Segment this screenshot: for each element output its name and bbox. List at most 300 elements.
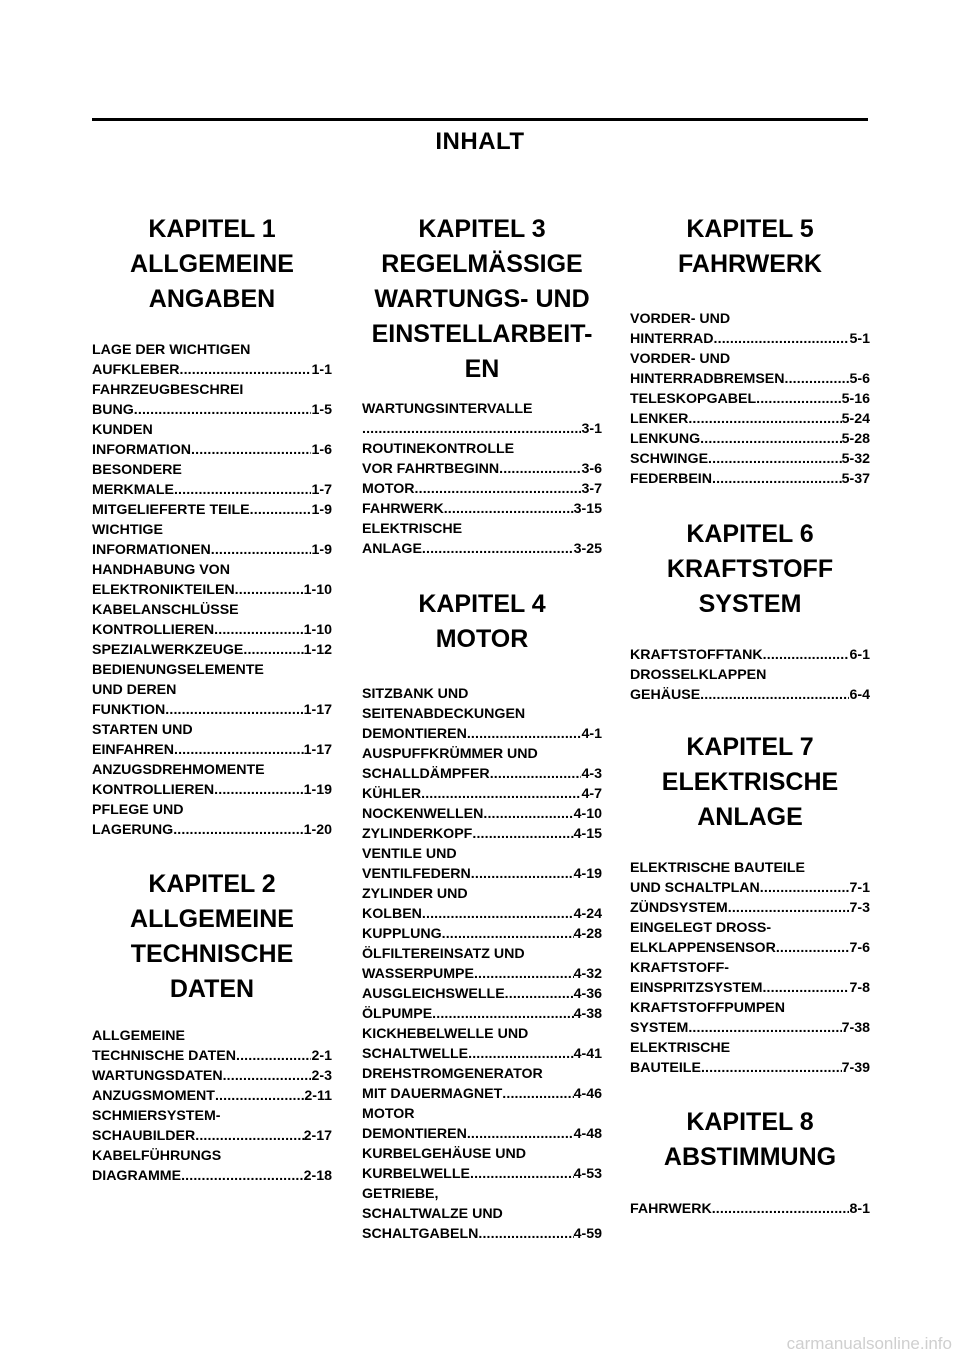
toc-entry-line [92, 740, 332, 760]
toc-entry-text: LAGE DER WICHTIGEN [92, 342, 251, 358]
toc-entry-text: GETRIEBE, [362, 1186, 439, 1202]
chapter-heading-line: ANLAGE [697, 803, 803, 831]
toc-page-number: 7-8 [849, 980, 870, 996]
toc-page-number: 4-46 [573, 1086, 602, 1102]
chapter-8-heading [630, 1105, 870, 1175]
toc-entry[interactable] [362, 684, 602, 744]
toc-entry[interactable] [630, 309, 870, 349]
toc-entry[interactable] [92, 720, 332, 760]
toc-entry-text: KURBELGEHÄUSE UND [362, 1146, 526, 1162]
toc-page-number: 1-9 [311, 502, 332, 518]
toc-page-number: 3-1 [581, 421, 602, 437]
toc-entry-line [630, 878, 870, 898]
toc-entry[interactable] [362, 984, 602, 1004]
toc-entry-line [630, 329, 870, 349]
toc-entry-text: SCHAUBILDER [92, 1128, 196, 1144]
toc-entry-text: FAHRWERK [362, 501, 444, 517]
toc-entry-line [362, 864, 602, 884]
toc-entry-line [92, 640, 332, 660]
toc-entry-text: VORDER- UND [630, 351, 731, 367]
toc-entry-text: ELEKTRISCHE [630, 1040, 731, 1056]
dot-leader [472, 824, 573, 844]
toc-entry-line [630, 449, 870, 469]
toc-page-number: 4-3 [581, 766, 602, 782]
toc-entry[interactable] [362, 1024, 602, 1064]
toc-entry-text: ZYLINDERKOPF [362, 826, 473, 842]
chapter-heading-line: DATEN [169, 975, 255, 1003]
toc-entry-line [630, 429, 870, 449]
toc-entry-line [92, 540, 332, 560]
toc-entry-text: HINTERRAD [630, 331, 714, 347]
toc-entry[interactable] [92, 520, 332, 560]
toc-entry-text: AUSGLEICHSWELLE [362, 986, 505, 1002]
chapter-4-heading [362, 587, 602, 657]
toc-entry-text: UND SCHALTPLAN [630, 880, 760, 896]
toc-entry-text: EINSPRITZSYSTEM [630, 980, 763, 996]
toc-entry-line [362, 884, 602, 904]
chapter-heading-line: KAPITEL 2 [148, 870, 276, 898]
toc-entry[interactable] [630, 858, 870, 898]
toc-entry-text: KOLBEN [362, 906, 422, 922]
toc-entry-line [362, 904, 602, 924]
dot-leader [478, 1224, 573, 1244]
dot-leader [467, 724, 582, 744]
toc-entry[interactable] [362, 399, 602, 439]
chapter-5-entries [630, 309, 870, 489]
toc-entry-line [362, 844, 602, 864]
chapter-heading-line: SYSTEM [698, 590, 802, 618]
dot-leader [181, 1166, 304, 1186]
toc-page-number: 4-1 [581, 726, 602, 742]
toc-entry-text: SCHALLDÄMPFER [362, 766, 490, 782]
chapter-heading-line: WARTUNGS- UND [374, 285, 590, 313]
toc-entry-text: VENTILE UND [362, 846, 457, 862]
toc-page-number: 8-1 [849, 1201, 870, 1217]
toc-entry[interactable] [92, 600, 332, 640]
toc-entry-line [630, 469, 870, 489]
toc-entry-line [362, 724, 602, 744]
toc-entry[interactable] [92, 560, 332, 600]
toc-entry-line [362, 1184, 602, 1204]
chapter-6-heading [630, 517, 870, 622]
toc-entry-text: FAHRZEUGBESCHREI [92, 382, 244, 398]
toc-entry[interactable] [630, 349, 870, 389]
toc-entry[interactable] [362, 519, 602, 559]
toc-entry-text: KÜHLER [362, 786, 422, 802]
chapter-1-heading [92, 212, 332, 317]
toc-entry-text: KUNDEN [92, 422, 153, 438]
toc-entry-text: KRAFTSTOFFTANK [630, 647, 763, 663]
dot-leader [763, 645, 850, 665]
toc-entry-text: SCHMIERSYSTEM- [92, 1108, 221, 1124]
toc-entry-line [362, 924, 602, 944]
toc-page-number: 1-6 [311, 442, 332, 458]
dot-leader [700, 685, 849, 705]
dot-leader [422, 539, 574, 559]
toc-entry[interactable] [362, 499, 602, 519]
toc-entry-text: VOR FAHRTBEGINN [362, 461, 500, 477]
toc-entry[interactable] [92, 800, 332, 840]
toc-page-number: 7-3 [849, 900, 870, 916]
toc-entry-text: ANZUGSDREHMOMENTE [92, 762, 265, 778]
dot-leader [505, 984, 574, 1004]
toc-entry-line [362, 1004, 602, 1024]
toc-entry-line [92, 420, 332, 440]
toc-entry-line [92, 360, 332, 380]
toc-entry-line [92, 340, 332, 360]
toc-entry-line [362, 964, 602, 984]
toc-entry[interactable] [92, 1026, 332, 1066]
toc-entry-text: DEMONTIEREN [362, 726, 467, 742]
chapter-7-heading [630, 730, 870, 835]
chapter-heading-line: ABSTIMMUNG [663, 1143, 837, 1171]
toc-page-number: 1-10 [303, 622, 332, 638]
toc-page-number: 1-19 [303, 782, 332, 798]
dot-leader [250, 500, 312, 520]
toc-page-number: 5-24 [841, 411, 870, 427]
page-title: INHALT [435, 128, 525, 155]
toc-page-number: 3-7 [581, 481, 602, 497]
toc-entry-line [92, 620, 332, 640]
dot-leader [442, 924, 574, 944]
toc-entry-text: FUNKTION [92, 702, 166, 718]
dot-leader [785, 369, 850, 389]
dot-leader [165, 700, 303, 720]
toc-entry-text: ZYLINDER UND [362, 886, 468, 902]
watermark: carmanualsonline.info [786, 1334, 952, 1353]
dot-leader [223, 1066, 312, 1086]
toc-entry[interactable] [362, 1064, 602, 1104]
toc-entry[interactable] [630, 1038, 870, 1078]
toc-entry-text: ELEKTRISCHE BAUTEILE [630, 860, 805, 876]
toc-entry-text: DIAGRAMME [92, 1168, 182, 1184]
toc-page-number: 1-17 [303, 742, 332, 758]
chapter-heading-line: FAHRWERK [678, 250, 822, 278]
toc-entry-line [362, 1044, 602, 1064]
toc-entry-line [362, 1144, 602, 1164]
toc-page-number: 1-1 [311, 362, 332, 378]
dot-leader [760, 878, 850, 898]
dot-leader [728, 898, 850, 918]
toc-entry-text: STARTEN UND [92, 722, 193, 738]
toc-entry-line [92, 720, 332, 740]
dot-leader [700, 429, 841, 449]
toc-entry-text: ÖLFILTEREINSATZ UND [362, 946, 525, 962]
toc-entry-text: WICHTIGE [92, 522, 163, 538]
toc-entry-line [92, 520, 332, 540]
toc-entry-text: KABELFÜHRUNGS [92, 1148, 222, 1164]
chapter-heading-line: ELEKTRISCHE [661, 768, 839, 796]
toc-entry-text: NOCKENWELLEN [362, 806, 484, 822]
toc-entry-line [92, 500, 332, 520]
toc-entry[interactable] [630, 665, 870, 705]
toc-page-number: 7-6 [849, 940, 870, 956]
toc-entry-text: TECHNISCHE DATEN [92, 1048, 236, 1064]
toc-entry-text: SCHALTWALZE UND [362, 1206, 503, 1222]
dot-leader [134, 400, 312, 420]
chapter-heading-line: KAPITEL 8 [686, 1108, 814, 1136]
toc-page-number: 2-3 [311, 1068, 332, 1084]
toc-entry-text: SPEZIALWERKZEUGE [92, 642, 244, 658]
toc-entry-text: ZÜNDSYSTEM [630, 900, 728, 916]
dot-leader [470, 1164, 574, 1184]
toc-entry[interactable] [630, 469, 870, 489]
dot-leader [776, 938, 850, 958]
toc-page-number: 4-24 [573, 906, 602, 922]
dot-leader [756, 389, 841, 409]
chapter-2-heading [92, 867, 332, 1007]
toc-entry-text: EINFAHREN [92, 742, 174, 758]
dot-leader [173, 820, 303, 840]
toc-entry[interactable] [630, 449, 870, 469]
chapter-heading-line: EN [464, 355, 500, 383]
toc-entry-text: INFORMATIONEN [92, 542, 211, 558]
toc-page-number: 5-1 [849, 331, 870, 347]
toc-entry-line [362, 459, 602, 479]
toc-entry-line [362, 804, 602, 824]
toc-entry-line [630, 1018, 870, 1038]
dot-leader [444, 499, 574, 519]
toc-entry-line [362, 1224, 602, 1244]
toc-page-number: 4-7 [581, 786, 602, 802]
toc-entry-line [92, 440, 332, 460]
dot-leader [688, 409, 841, 429]
dot-leader [214, 780, 303, 800]
toc-entry[interactable] [362, 1104, 602, 1144]
chapter-heading-line: REGELMÄSSIGE [381, 250, 583, 278]
toc-entry-line [630, 1058, 870, 1078]
dot-leader [762, 978, 849, 998]
toc-entry-line [630, 1038, 870, 1058]
toc-entry-text: TELESKOPGABEL [630, 391, 757, 407]
toc-entry-text: LAGERUNG [92, 822, 174, 838]
toc-entry-line [362, 1204, 602, 1224]
toc-entry-line [92, 660, 332, 680]
chapter-8-entries [630, 1199, 870, 1219]
toc-page-number: 4-15 [573, 826, 602, 842]
toc-page-number: 5-37 [841, 471, 870, 487]
toc-entry[interactable] [362, 439, 602, 479]
toc-page-number: 1-7 [311, 482, 332, 498]
toc-entry-line [362, 1064, 602, 1084]
toc-entry[interactable] [630, 1199, 870, 1219]
chapter-4-entries [362, 684, 602, 1244]
toc-entry[interactable] [362, 844, 602, 884]
toc-entry-line [630, 389, 870, 409]
toc-entry-line [362, 744, 602, 764]
toc-entry-text: GEHÄUSE [630, 687, 701, 703]
toc-entry[interactable] [92, 500, 332, 520]
toc-entry-text: BEDIENUNGSELEMENTE [92, 662, 264, 678]
toc-entry[interactable] [630, 429, 870, 449]
toc-page-number: 4-28 [573, 926, 602, 942]
dot-leader [708, 449, 842, 469]
toc-entry-text: VENTILFEDERN [362, 866, 471, 882]
toc-entry-line [362, 1024, 602, 1044]
toc-page-number: 6-1 [849, 647, 870, 663]
toc-entry-line [362, 764, 602, 784]
toc-entry[interactable] [92, 1066, 332, 1086]
dot-leader [421, 784, 581, 804]
toc-entry-line [362, 1124, 602, 1144]
toc-entry-line [362, 944, 602, 964]
toc-entry-text: ANZUGSMOMENT [92, 1088, 215, 1104]
toc-entry-line [92, 760, 332, 780]
toc-entry-text: ELEKTRONIKTEILEN [92, 582, 235, 598]
toc-entry-text: KABELANSCHLÜSSE [92, 602, 239, 618]
toc-entry-text: AUFKLEBER [92, 362, 180, 378]
toc-entry-text: MOTOR [362, 481, 415, 497]
toc-page-number: 2-1 [311, 1048, 332, 1064]
chapter-5-heading [630, 212, 870, 282]
toc-page-number: 4-59 [573, 1226, 602, 1242]
toc-entry-line [630, 349, 870, 369]
chapter-heading-line: ANGABEN [148, 285, 276, 313]
toc-entry-text: KUPPLUNG [362, 926, 442, 942]
toc-page-number: 2-18 [303, 1168, 332, 1184]
toc-entry-line [362, 784, 602, 804]
chapter-heading-line: ALLGEMEINE [130, 905, 294, 933]
toc-entry-text: INFORMATION [92, 442, 192, 458]
toc-page-number: 4-41 [573, 1046, 602, 1062]
toc-entry[interactable] [362, 1004, 602, 1024]
toc-entry-line [630, 409, 870, 429]
toc-entry-line [92, 800, 332, 820]
dot-leader [474, 964, 574, 984]
toc-page-number: 1-17 [303, 702, 332, 718]
dot-leader [422, 904, 574, 924]
toc-page-number: 4-53 [573, 1166, 602, 1182]
toc-entry-text: AUSPUFFKRÜMMER UND [362, 746, 538, 762]
toc-entry[interactable] [630, 998, 870, 1038]
toc-entry-text: ROUTINEKONTROLLE [362, 441, 515, 457]
toc-entry-text: MIT DAUERMAGNET [362, 1086, 503, 1102]
toc-entry-text: SCHALTWELLE [362, 1046, 469, 1062]
toc-entry-text: KURBELWELLE [362, 1166, 470, 1182]
dot-leader [467, 1124, 574, 1144]
toc-page-number: 5-6 [849, 371, 870, 387]
toc-entry-text: KONTROLLIEREN [92, 782, 215, 798]
toc-entry[interactable] [92, 1086, 332, 1106]
toc-entry-line [92, 1046, 332, 1066]
toc-entry-line [92, 600, 332, 620]
toc-entry[interactable] [92, 660, 332, 720]
toc-entry[interactable] [362, 924, 602, 944]
toc-entry-text: PFLEGE UND [92, 802, 184, 818]
dot-leader [688, 1018, 841, 1038]
toc-entry-text: ELKLAPPENSENSOR [630, 940, 776, 956]
toc-entry[interactable] [92, 460, 332, 500]
toc-entry[interactable] [362, 744, 602, 784]
toc-entry-line [92, 1106, 332, 1126]
toc-entry-text: ANLAGE [362, 541, 422, 557]
toc-entry[interactable] [92, 760, 332, 800]
toc-entry-line [362, 499, 602, 519]
toc-entry-text: BUNG [92, 402, 134, 418]
chapter-heading-line: KAPITEL 6 [686, 520, 814, 548]
toc-page-number: 1-20 [303, 822, 332, 838]
toc-entry[interactable] [92, 420, 332, 460]
toc-page-number: 4-10 [573, 806, 602, 822]
toc-entry-text: ELEKTRISCHE [362, 521, 463, 537]
chapter-heading-line: KAPITEL 1 [148, 215, 276, 243]
toc-page-number: 4-19 [573, 866, 602, 882]
toc-page-number: 5-16 [841, 391, 870, 407]
chapter-3-entries [362, 399, 602, 559]
toc-entry-line [630, 369, 870, 389]
toc-entry[interactable] [630, 645, 870, 665]
dot-leader [432, 1004, 573, 1024]
toc-entry[interactable] [362, 804, 602, 824]
dot-leader [468, 1044, 573, 1064]
chapter-heading-line: EINSTELLARBEIT- [371, 320, 593, 348]
toc-entry-text: EINGELEGT DROSS- [630, 920, 772, 936]
chapter-heading-line: MOTOR [435, 625, 529, 653]
toc-entry-line [92, 1026, 332, 1046]
dot-leader [415, 479, 582, 499]
toc-entry[interactable] [630, 389, 870, 409]
toc-entry[interactable] [362, 884, 602, 924]
toc-page-number: 1-9 [311, 542, 332, 558]
dot-leader [235, 580, 304, 600]
toc-entry-line [92, 1166, 332, 1186]
toc-entry[interactable] [92, 380, 332, 420]
toc-entry[interactable] [362, 479, 602, 499]
toc-entry[interactable] [92, 640, 332, 660]
toc-entry-text: DEMONTIEREN [362, 1126, 467, 1142]
toc-entry[interactable] [92, 1106, 332, 1146]
dot-leader [712, 469, 842, 489]
toc-entry-text: KRAFTSTOFF- [630, 960, 730, 976]
toc-page-number: 7-39 [841, 1060, 870, 1076]
toc-entry[interactable] [362, 944, 602, 984]
toc-entry[interactable] [630, 898, 870, 918]
chapter-2-entries [92, 1026, 332, 1186]
toc-entry[interactable] [362, 824, 602, 844]
toc-entry-line [630, 685, 870, 705]
toc-entry-line [92, 700, 332, 720]
dot-leader [701, 1058, 842, 1078]
toc-entry-text: ÖLPUMPE [362, 1006, 433, 1022]
toc-entry-text: KRAFTSTOFFPUMPEN [630, 1000, 786, 1016]
toc-entry-text: SCHWINGE [630, 451, 709, 467]
toc-page-number: 3-6 [581, 461, 602, 477]
toc-entry-line [92, 1086, 332, 1106]
toc-entry[interactable] [362, 1144, 602, 1184]
toc-entry-line [362, 1104, 602, 1124]
toc-entry-text: KICKHEBELWELLE UND [362, 1026, 529, 1042]
toc-entry-text: HANDHABUNG VON [92, 562, 230, 578]
toc-entry[interactable] [92, 340, 332, 380]
toc-entry[interactable] [630, 958, 870, 998]
toc-entry[interactable] [630, 409, 870, 429]
toc-entry-line [362, 1164, 602, 1184]
toc-entry[interactable] [362, 1184, 602, 1244]
toc-entry-line [630, 309, 870, 329]
toc-entry-line [362, 684, 602, 704]
toc-entry-line [92, 780, 332, 800]
toc-entry[interactable] [362, 784, 602, 804]
toc-entry-text: FAHRWERK [630, 1201, 712, 1217]
toc-entry[interactable] [630, 918, 870, 958]
chapter-heading-line: KAPITEL 5 [686, 215, 814, 243]
toc-entry-line [630, 858, 870, 878]
toc-entry-text: BAUTEILE [630, 1060, 701, 1076]
toc-entry[interactable] [92, 1146, 332, 1186]
dot-leader [214, 620, 303, 640]
dot-leader [499, 459, 581, 479]
toc-entry-text: MITGELIEFERTE TEILE [92, 502, 250, 518]
